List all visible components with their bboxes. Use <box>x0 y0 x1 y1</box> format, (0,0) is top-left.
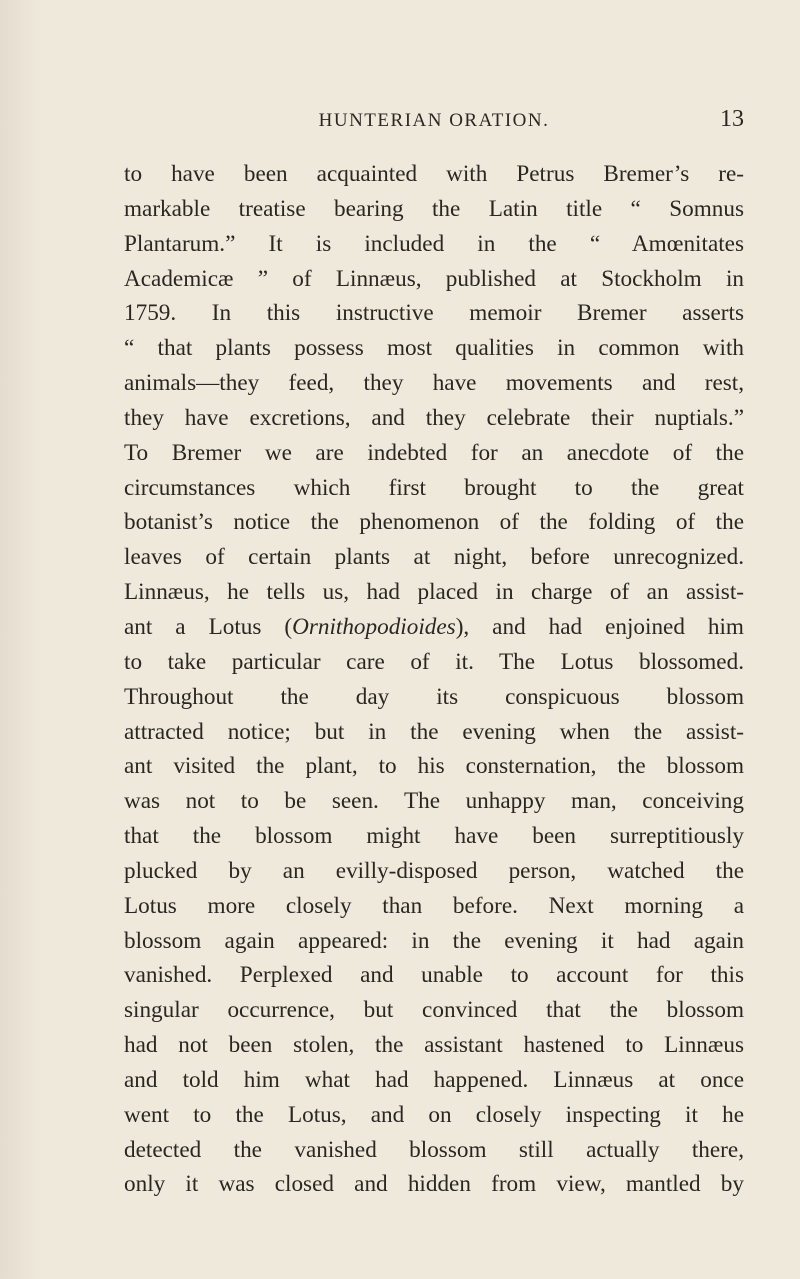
text-line: and told him what had happened. Linnæus at once <box>124 1066 744 1093</box>
text-line: Linnæus, he tells us, had placed in charge of an assist- <box>124 579 744 606</box>
text-line: animals—they feed, they have movements and rest, <box>124 370 744 397</box>
italic-species-name: Ornithopodioides <box>292 613 456 640</box>
text-line: “ that plants possess most qualities in common with <box>124 335 744 362</box>
text-line: to take particular care of it. The Lotus blossomed. <box>124 648 744 675</box>
text-segment: ant a Lotus ( <box>124 613 293 640</box>
body-text <box>124 157 744 1202</box>
text-line: to have been acquainted with Petrus Bremer’s re- <box>124 161 744 187</box>
text-line: went to the Lotus, and on closely inspecting it he <box>124 1101 744 1128</box>
text-line: was not to be seen. The unhappy man, conceiving <box>124 788 744 815</box>
text-line: singular occurrence, but convinced that the blossom <box>124 997 744 1024</box>
text-line: only it was closed and hidden from view, mantled by <box>124 1171 744 1198</box>
text-line: attracted notice; but in the evening when the assist- <box>124 718 744 745</box>
text-line: 1759. In this instructive memoir Bremer asserts <box>124 300 744 327</box>
text-line: plucked by an evilly-disposed person, watched the <box>124 857 744 884</box>
text-line: Plantarum.” It is included in the “ Amœnitates <box>124 230 744 257</box>
text-line: blossom again appeared: in the evening it had again <box>124 927 744 954</box>
text-line: detected the vanished blossom still actually there, <box>124 1136 744 1163</box>
text-line: circumstances which first brought to the great <box>124 474 744 501</box>
text-line: To Bremer we are indebted for an anecdote of the <box>124 439 744 466</box>
text-line: vanished. Perplexed and unable to account for this <box>124 962 744 989</box>
text-line: botanist’s notice the phenomenon of the folding of the <box>124 509 744 536</box>
text-segment: ), and had enjoined him <box>455 613 744 640</box>
text-line: ant visited the plant, to his consternation, the blossom <box>124 753 744 780</box>
text-line: markable treatise bearing the Latin title “ Somnus <box>124 195 744 222</box>
text-line: Academicæ ” of Linnæus, published at Stockholm in <box>124 265 744 292</box>
text-line-with-italic <box>124 610 744 645</box>
text-line: leaves of certain plants at night, before unrecognized. <box>124 544 744 571</box>
page-header <box>124 106 744 140</box>
page-number: 13 <box>720 106 744 132</box>
text-line: had not been stolen, the assistant hastened to Linnæus <box>124 1032 744 1059</box>
text-line: they have excretions, and they celebrate their nuptials.” <box>124 404 744 431</box>
running-head: HUNTERIAN ORATION. <box>318 110 550 131</box>
text-line: Lotus more closely than before. Next morning a <box>124 892 744 919</box>
text-line: that the blossom might have been surreptitiously <box>124 823 744 850</box>
text-line: Throughout the day its conspicuous blossom <box>124 683 744 710</box>
